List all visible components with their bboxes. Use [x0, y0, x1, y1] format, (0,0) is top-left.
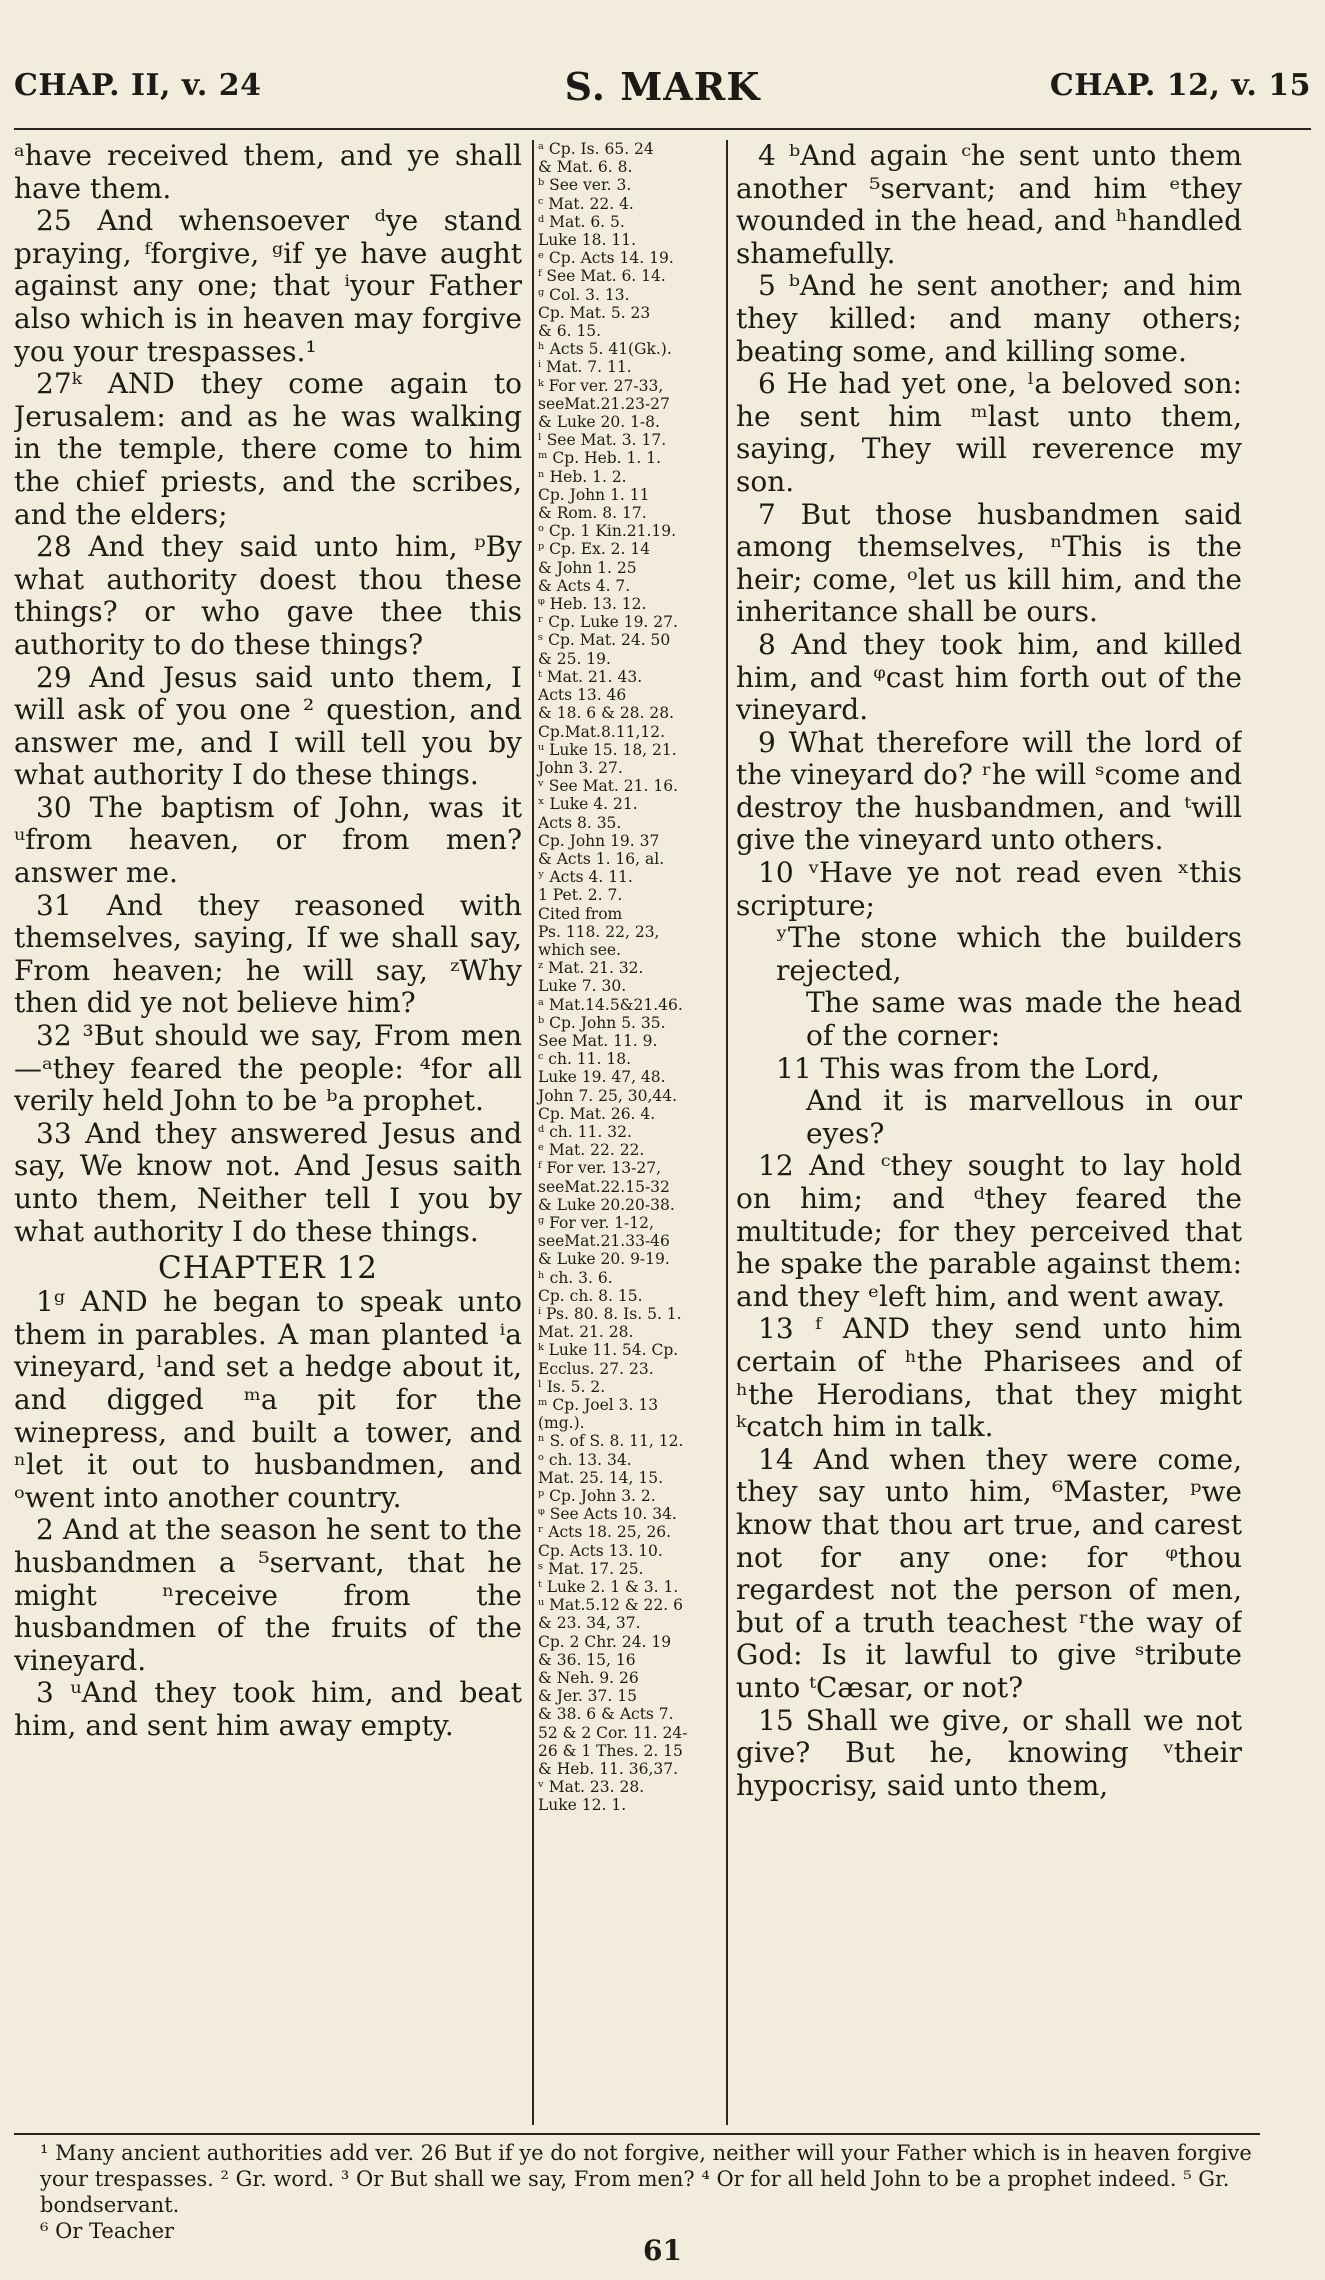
cross-reference: Ecclus. 27. 23. — [538, 1359, 654, 1378]
cross-reference: ᵍ For ver. 1-12, — [538, 1213, 654, 1232]
cross-reference: Cp.Mat.8.11,12. — [538, 722, 666, 741]
chapter-heading: CHAPTER 12 — [158, 1250, 378, 1287]
footnote: ¹ Many ancient authorities add ver. 26 But if ye do not forgive, neither will your Father which is in heaven forgive your trespasses. ² Gr. word. ³ Or But shall we say, From men? ⁴ Or for all held John to be a prophet indeed. ⁵ Gr. bondservant. — [40, 2141, 1252, 2217]
cross-reference: ᵠ See Acts 10. 34. — [538, 1505, 677, 1524]
cross-reference: & Luke 20. 1-8. — [538, 413, 660, 432]
cross-reference: ᵒ Cp. 1 Kin.21.19. — [538, 522, 677, 541]
cross-reference: Ps. 118. 22, 23, — [538, 922, 660, 941]
cross-reference: & Mat. 6. 8. — [538, 158, 633, 177]
cross-reference: ᵛ See Mat. 21. 16. — [538, 777, 679, 796]
cross-reference: & 18. 6 & 28. 28. — [538, 704, 675, 723]
cross-reference: ⁱ Mat. 7. 11. — [538, 358, 632, 377]
cross-reference: & Rom. 8. 17. — [538, 504, 647, 523]
cross-reference: & Acts 4. 7. — [538, 576, 631, 595]
cross-reference: ᵈ ch. 11. 32. — [538, 1122, 632, 1141]
cross-reference: & Luke 20. 9-19. — [538, 1250, 670, 1269]
cross-reference: ᵠ Heb. 13. 12. — [538, 595, 647, 614]
cross-reference: ⁱ Ps. 80. 8. Is. 5. 1. — [538, 1305, 682, 1323]
cross-reference: John 7. 25, 30,44. — [538, 1086, 678, 1105]
header-book-title: S. MARK — [564, 64, 761, 109]
cross-reference: ʰ Acts 5. 41(Gk.). — [538, 340, 672, 359]
cross-reference: seeMat.21.33-46 — [538, 1232, 670, 1251]
cross-reference-column — [532, 140, 728, 2125]
verse-paragraph: 9 What therefore will the lord of the vineyard do? ʳhe will ˢcome and destroy the husbandmen, and ᵗwill give the vineyard unto others. — [736, 725, 1242, 857]
cross-reference: ʳ Acts 18. 25, 26. — [538, 1523, 672, 1542]
cross-reference: ˣ Luke 4. 21. — [538, 795, 638, 814]
cross-reference: Cp. 2 Chr. 24. 19 — [538, 1632, 672, 1651]
verse-paragraph: ᵃhave received them, and ye shall have them. — [14, 140, 522, 205]
header-rule — [14, 128, 1311, 130]
cross-reference: seeMat.21.23-27 — [538, 394, 670, 413]
cross-reference: ᵈ Mat. 6. 5. — [538, 212, 625, 231]
verse-paragraph: 32 ³But should we say, From men—ᵃthey feared the people: ⁴for all verily held John to be ᵇa prophet. — [14, 1019, 522, 1118]
cross-reference: ᵉ Cp. Acts 14. 19. — [538, 249, 674, 268]
cross-reference: ᵘ Luke 15. 18, 21. — [538, 740, 677, 759]
cross-reference: Cp. Mat. 26. 4. — [538, 1104, 656, 1123]
cross-reference: ᵘ Mat.5.12 & 22. 6 — [538, 1596, 683, 1615]
verse-paragraph: 1ᵍ AND he began to speak unto them in parables. A man planted ⁱa vineyard, ˡand set a hedge about it, and digged ᵐa pit for the winepress, and built a tower, and ⁿlet it out to husbandmen, and ᵒwent into another country. — [14, 1285, 522, 1514]
cross-reference: & Neh. 9. 26 — [538, 1669, 639, 1688]
verse-paragraph: The same was made the head of the corner: — [806, 986, 1242, 1053]
cross-reference: ˢ Cp. Mat. 24. 50 — [538, 631, 671, 650]
cross-reference: ᵃ Mat.14.5&21.46. — [538, 995, 683, 1014]
verse-paragraph: And it is marvellous in our eyes? — [806, 1084, 1242, 1150]
verse-paragraph: 30 The baptism of John, was it ᵘfrom heaven, or from men? answer me. — [14, 790, 522, 890]
cross-reference: ᶠ For ver. 13-27, — [538, 1159, 662, 1178]
cross-reference: Luke 18. 11. — [538, 231, 636, 250]
page-number: 61 — [643, 2234, 682, 2267]
cross-reference: Cp. John 1. 11 — [538, 485, 650, 504]
header-right: CHAP. 12, v. 15 — [1049, 68, 1311, 103]
verse-paragraph: 10 ᵛHave ye not read even ˣthis scripture; — [736, 856, 1242, 922]
cross-reference: ᵇ See ver. 3. — [538, 176, 632, 195]
cross-reference: Mat. 25. 14, 15. — [538, 1468, 663, 1487]
cross-reference: ᵇ Cp. John 5. 35. — [538, 1013, 666, 1032]
cross-reference: & 38. 6 & Acts 7. — [538, 1705, 674, 1724]
cross-reference: ʳ Cp. Luke 19. 27. — [538, 613, 678, 632]
verse-paragraph: 13 ᶠ AND they send unto him certain of ʰthe Pharisees and of ʰthe Herodians, that they might ᵏcatch him in talk. — [736, 1312, 1242, 1444]
cross-reference: ᵐ Cp. Joel 3. 13 — [538, 1396, 659, 1415]
cross-reference: ᵖ Cp. John 3. 2. — [538, 1487, 656, 1506]
verse-paragraph: 14 And when they were come, they say unto him, ⁶Master, ᵖwe know that thou art true, and carest not for any one: for ᵠthou regardest not the person of men, but of a truth teachest ʳthe way of God: Is it lawful to give ˢtribute unto ᵗCæsar, or not? — [736, 1442, 1242, 1704]
verse-paragraph: 6 He had yet one, ˡa beloved son: he sent him ᵐlast unto them, saying, They will reverence my son. — [736, 367, 1242, 498]
cross-reference: ʸ Acts 4. 11. — [538, 868, 633, 887]
cross-reference: ʰ ch. 3. 6. — [538, 1268, 613, 1287]
cross-reference: ᵏ Luke 11. 54. Cp. — [538, 1341, 679, 1360]
verse-paragraph: 15 Shall we give, or shall we not give? But he, knowing ᵛtheir hypocrisy, said unto them, — [736, 1703, 1242, 1802]
cross-reference: ˢ Mat. 17. 25. — [538, 1559, 644, 1578]
cross-reference: & John 1. 25 — [538, 558, 637, 577]
cross-reference: See Mat. 11. 9. — [538, 1031, 658, 1050]
cross-reference: & 25. 19. — [538, 649, 611, 668]
verse-paragraph: 3 ᵘAnd they took him, and beat him, and sent him away empty. — [14, 1676, 522, 1742]
footnote: ⁶ Or Teacher — [40, 2219, 175, 2243]
cross-reference: & 36. 15, 16 — [538, 1650, 636, 1669]
verse-paragraph: 29 And Jesus said unto them, I will ask of you one ² question, and answer me, and I will tell you by what authority I do these things. — [14, 660, 522, 792]
cross-reference: Mat. 21. 28. — [538, 1323, 634, 1342]
cross-reference: & 23. 34, 37. — [538, 1614, 641, 1633]
cross-reference: (mg.). — [538, 1414, 585, 1433]
cross-reference: ᶜ Mat. 22. 4. — [538, 194, 634, 213]
verse-paragraph: 12 And ᶜthey sought to lay hold on him; and ᵈthey feared the multitude; for they perceived that he spake the parable against them: and they ᵉleft him, and went away. — [736, 1149, 1242, 1313]
cross-reference: & Luke 20.20-38. — [538, 1195, 675, 1214]
cross-reference: ᵐ Cp. Heb. 1. 1. — [538, 449, 662, 468]
cross-reference: & 6. 15. — [538, 322, 602, 341]
verse-paragraph: 28 And they said unto him, ᵖBy what authority doest thou these things? or who gave thee this authority to do these things? — [14, 530, 522, 661]
cross-reference: ˡ Is. 5. 2. — [538, 1377, 606, 1396]
verse-paragraph: 27ᵏ AND they come again to Jerusalem: and as he was walking in the temple, there come to him the chief priests, and the scribes, and the elders; — [14, 367, 522, 531]
verse-paragraph: 2 And at the season he sent to the husbandmen a ⁵servant, that he might ⁿreceive from the husbandmen of the fruits of the vineyard. — [14, 1513, 522, 1677]
cross-reference: Cp. ch. 8. 15. — [538, 1286, 643, 1305]
cross-reference: ⁿ Heb. 1. 2. — [538, 467, 627, 486]
verse-paragraph: 11 This was from the Lord, — [776, 1051, 1160, 1085]
cross-reference: 1 Pet. 2. 7. — [538, 886, 623, 905]
cross-reference: ᵗ Luke 2. 1 & 3. 1. — [538, 1578, 679, 1597]
cross-reference: seeMat.22.15-32 — [538, 1177, 670, 1196]
cross-reference: & Acts 1. 16, al. — [538, 849, 665, 868]
cross-reference: & Jer. 37. 15 — [538, 1687, 637, 1706]
verse-paragraph: 7 But those husbandmen said among themselves, ⁿThis is the heir; come, ᵒlet us kill him, and the inheritance shall be ours. — [736, 497, 1242, 629]
cross-reference: ᵏ For ver. 27-33, — [538, 376, 664, 395]
cross-reference: 52 & 2 Cor. 11. 24- — [538, 1723, 688, 1742]
cross-reference: ᵗ Mat. 21. 43. — [538, 667, 643, 686]
cross-reference: ⁿ S. of S. 8. 11, 12. — [538, 1432, 684, 1451]
cross-reference: Luke 12. 1. — [538, 1796, 627, 1815]
cross-reference: ᵉ Mat. 22. 22. — [538, 1141, 645, 1160]
verse-paragraph: 33 And they answered Jesus and say, We know not. And Jesus saith unto them, Neither tell I you by what authority I do these things. — [14, 1116, 522, 1248]
cross-reference: Luke 7. 30. — [538, 977, 627, 996]
cross-reference: ᵛ Mat. 23. 28. — [538, 1778, 645, 1797]
cross-reference: Acts 8. 35. — [538, 813, 622, 832]
verse-paragraph: 5 ᵇAnd he sent another; and him they killed: and many others; beating some, and killing some. — [736, 269, 1242, 368]
cross-reference: ᶠ See Mat. 6. 14. — [538, 267, 666, 286]
cross-reference: & Heb. 11. 36,37. — [538, 1760, 679, 1779]
cross-reference: Cp. Acts 13. 10. — [538, 1541, 663, 1560]
cross-reference: Acts 13. 46 — [538, 686, 627, 705]
verse-paragraph: 4 ᵇAnd again ᶜhe sent unto them another ⁵servant; and him ᵉthey wounded in the head, and ʰhandled shamefully. — [736, 140, 1242, 270]
cross-reference: ᵍ Col. 3. 13. — [538, 285, 630, 304]
footnotes — [40, 2140, 1262, 2244]
cross-reference: which see. — [538, 940, 622, 959]
cross-reference: Cp. John 19. 37 — [538, 831, 660, 850]
right-text-column — [736, 140, 1242, 2125]
cross-reference: Cited from — [538, 904, 623, 923]
cross-reference: ᶻ Mat. 21. 32. — [538, 959, 644, 978]
cross-reference: ᵃ Cp. Is. 65. 24 — [538, 140, 654, 158]
verse-paragraph: 8 And they took him, and killed him, and ᵠcast him forth out of the vineyard. — [736, 627, 1242, 727]
running-header — [14, 64, 1311, 124]
cross-reference: ᵒ ch. 13. 34. — [538, 1450, 632, 1469]
footnote-rule — [14, 2133, 1260, 2135]
verse-paragraph: ʸThe stone which the builders rejected, — [776, 921, 1242, 987]
left-text-column — [14, 140, 522, 2125]
cross-reference: ˡ See Mat. 3. 17. — [538, 431, 667, 450]
cross-reference: Cp. Mat. 5. 23 — [538, 303, 651, 322]
cross-reference: ᶜ ch. 11. 18. — [538, 1050, 632, 1069]
cross-reference: Luke 19. 47, 48. — [538, 1068, 666, 1087]
header-left: CHAP. II, v. 24 — [14, 68, 262, 103]
cross-reference: 26 & 1 Thes. 2. 15 — [538, 1741, 683, 1760]
verse-paragraph: 25 And whensoever ᵈye stand praying, ᶠforgive, ᵍif ye have aught against any one; that ⁱyour Father also which is in heaven may forgive you your trespasses.¹ — [14, 204, 522, 368]
cross-reference: John 3. 27. — [538, 758, 623, 777]
verse-paragraph: 31 And they reasoned with themselves, saying, If we shall say, From heaven; he will say, ᶻWhy then did ye not believe him? — [14, 888, 522, 1020]
cross-reference: ᵖ Cp. Ex. 2. 14 — [538, 540, 651, 559]
